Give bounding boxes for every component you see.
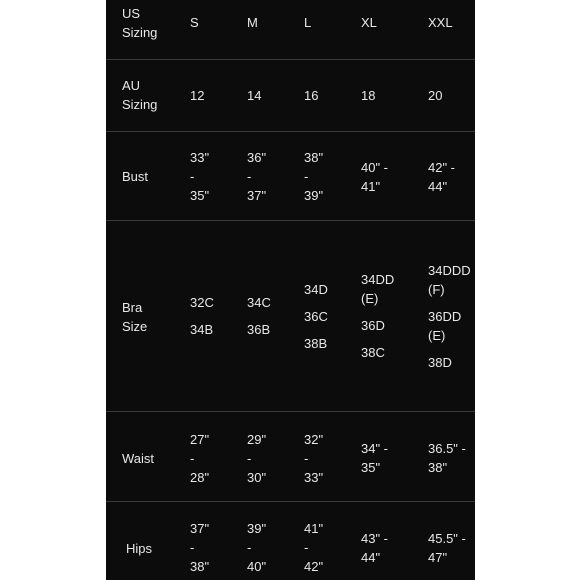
bra-l: [304, 280, 328, 353]
bust-xxl: [428, 158, 455, 196]
bust-m: [247, 148, 266, 205]
value-line: 34C: [247, 295, 271, 310]
value-line: -: [304, 169, 309, 184]
value-line: 38": [428, 460, 448, 475]
value-line: 39": [247, 521, 267, 536]
label-line: Sizing: [122, 25, 158, 40]
value-line: 34D: [304, 282, 328, 297]
size-m-header: M: [247, 15, 258, 30]
value-line: (E): [428, 328, 446, 343]
table-row-bra-size: [106, 221, 475, 412]
value-line: 36": [247, 150, 267, 165]
row-label-au-sizing: [122, 76, 157, 114]
bust-xl: [361, 158, 388, 196]
value-line: 34" -: [361, 441, 389, 456]
value-line: -: [247, 169, 252, 184]
waist-s: [190, 430, 209, 487]
bra-m: [247, 293, 271, 339]
value-line: -: [190, 169, 195, 184]
table-row-us-sizing: [106, 0, 475, 60]
value-line: -: [190, 540, 195, 555]
value-line: 47": [428, 550, 448, 565]
value-line: 32C: [190, 295, 214, 310]
hips-s: [190, 519, 209, 576]
value-line: 39": [304, 188, 324, 203]
size-l-header: L: [304, 15, 312, 30]
value-line: 29": [247, 432, 267, 447]
hips-xl: [361, 529, 388, 567]
label-line: Bra: [122, 300, 143, 315]
value-line: 41": [361, 179, 381, 194]
value-line: 34DD: [361, 272, 395, 287]
value-line: 33": [304, 470, 324, 485]
value-line: (F): [428, 282, 445, 297]
size-xl-header: XL: [361, 15, 377, 30]
row-label-hips: Hips: [126, 541, 153, 556]
au-size-l: 16: [304, 88, 319, 103]
value-line: 38": [190, 559, 210, 574]
value-line: 35": [190, 188, 210, 203]
value-line: 36B: [247, 322, 271, 337]
value-line: 45.5" -: [428, 531, 466, 546]
hips-l: [304, 519, 323, 576]
table-row-au-sizing: [106, 60, 475, 132]
value-line: 38C: [361, 345, 385, 360]
value-line: 28": [190, 470, 210, 485]
au-size-s: 12: [190, 88, 205, 103]
table-row-hips: [106, 502, 475, 580]
label-line: Sizing: [122, 97, 158, 112]
hips-xxl: [428, 529, 466, 567]
value-line: 41": [304, 521, 324, 536]
value-line: 38D: [428, 355, 452, 370]
bust-l: [304, 148, 323, 205]
value-line: 40" -: [361, 160, 389, 175]
value-line: 33": [190, 150, 210, 165]
label-line: AU: [122, 78, 141, 93]
label-line: US: [122, 6, 141, 21]
value-line: 32": [304, 432, 324, 447]
value-line: 36C: [304, 309, 328, 324]
bra-xxl: [428, 261, 471, 372]
value-line: 43" -: [361, 531, 389, 546]
value-line: 35": [361, 460, 381, 475]
table-row-waist: [106, 412, 475, 502]
value-line: 38": [304, 150, 324, 165]
value-line: -: [304, 540, 309, 555]
row-label-bra-size: [122, 298, 147, 336]
value-line: -: [190, 451, 195, 466]
row-label-bust: Bust: [122, 169, 149, 184]
value-line: 27": [190, 432, 210, 447]
value-line: 42" -: [428, 160, 456, 175]
size-chart-panel: [106, 0, 475, 580]
hips-m: [247, 519, 266, 576]
value-line: 34B: [190, 322, 214, 337]
size-xxl-header: XXL: [428, 15, 453, 30]
waist-l: [304, 430, 323, 487]
value-line: 44": [361, 550, 381, 565]
value-line: 37": [190, 521, 210, 536]
au-size-m: 14: [247, 88, 262, 103]
value-line: 37": [247, 188, 267, 203]
bra-xl: [361, 270, 394, 362]
bust-s: [190, 148, 209, 205]
value-line: 38B: [304, 336, 328, 351]
value-line: 34DDD: [428, 263, 471, 278]
row-label-waist: Waist: [122, 451, 155, 466]
value-line: -: [247, 451, 252, 466]
value-line: -: [247, 540, 252, 555]
value-line: 36DD: [428, 309, 462, 324]
size-s-header: S: [190, 15, 199, 30]
value-line: 36.5" -: [428, 441, 466, 456]
bra-s: [190, 293, 214, 339]
value-line: 42": [304, 559, 324, 574]
row-label-us-sizing: [122, 4, 157, 42]
waist-xxl: [428, 439, 466, 477]
waist-m: [247, 430, 266, 487]
au-size-xl: 18: [361, 88, 376, 103]
value-line: 44": [428, 179, 448, 194]
value-line: (E): [361, 291, 379, 306]
value-line: -: [304, 451, 309, 466]
table-row-bust: [106, 132, 475, 221]
value-line: 36D: [361, 318, 385, 333]
value-line: 40": [247, 559, 267, 574]
label-line: Size: [122, 319, 148, 334]
au-size-xxl: 20: [428, 88, 443, 103]
value-line: 30": [247, 470, 267, 485]
waist-xl: [361, 439, 388, 477]
